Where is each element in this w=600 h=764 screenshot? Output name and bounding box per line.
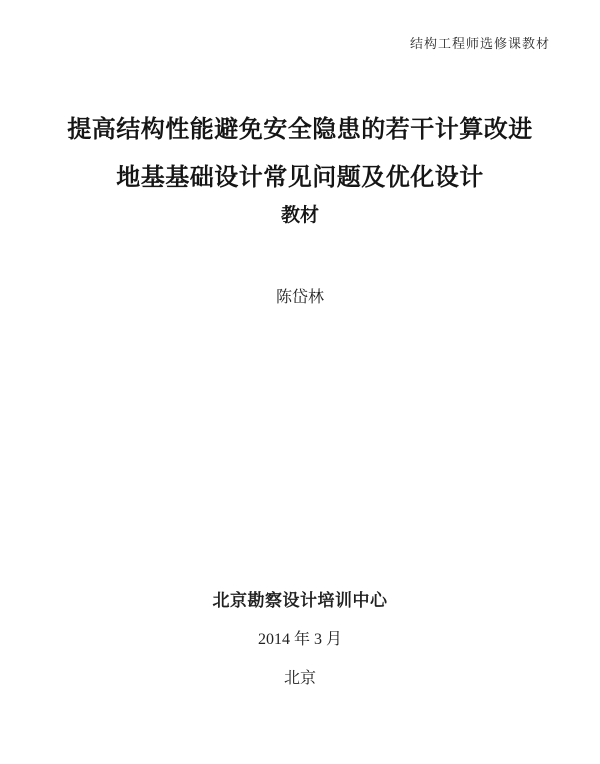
document-title-line1: 提高结构性能避免安全隐患的若干计算改进 (67, 116, 533, 143)
corner-label: 结构工程师选修课教材 (409, 36, 550, 51)
document-title-line2: 地基基础设计常见问题及优化设计 (116, 164, 484, 191)
organization-name: 北京勘察设计培训中心 (212, 591, 388, 610)
document-subtitle: 教材 (280, 205, 319, 226)
publication-location: 北京 (283, 670, 316, 687)
author-name: 陈岱林 (275, 289, 324, 306)
publication-date: 2014 年 3 月 (257, 631, 342, 648)
